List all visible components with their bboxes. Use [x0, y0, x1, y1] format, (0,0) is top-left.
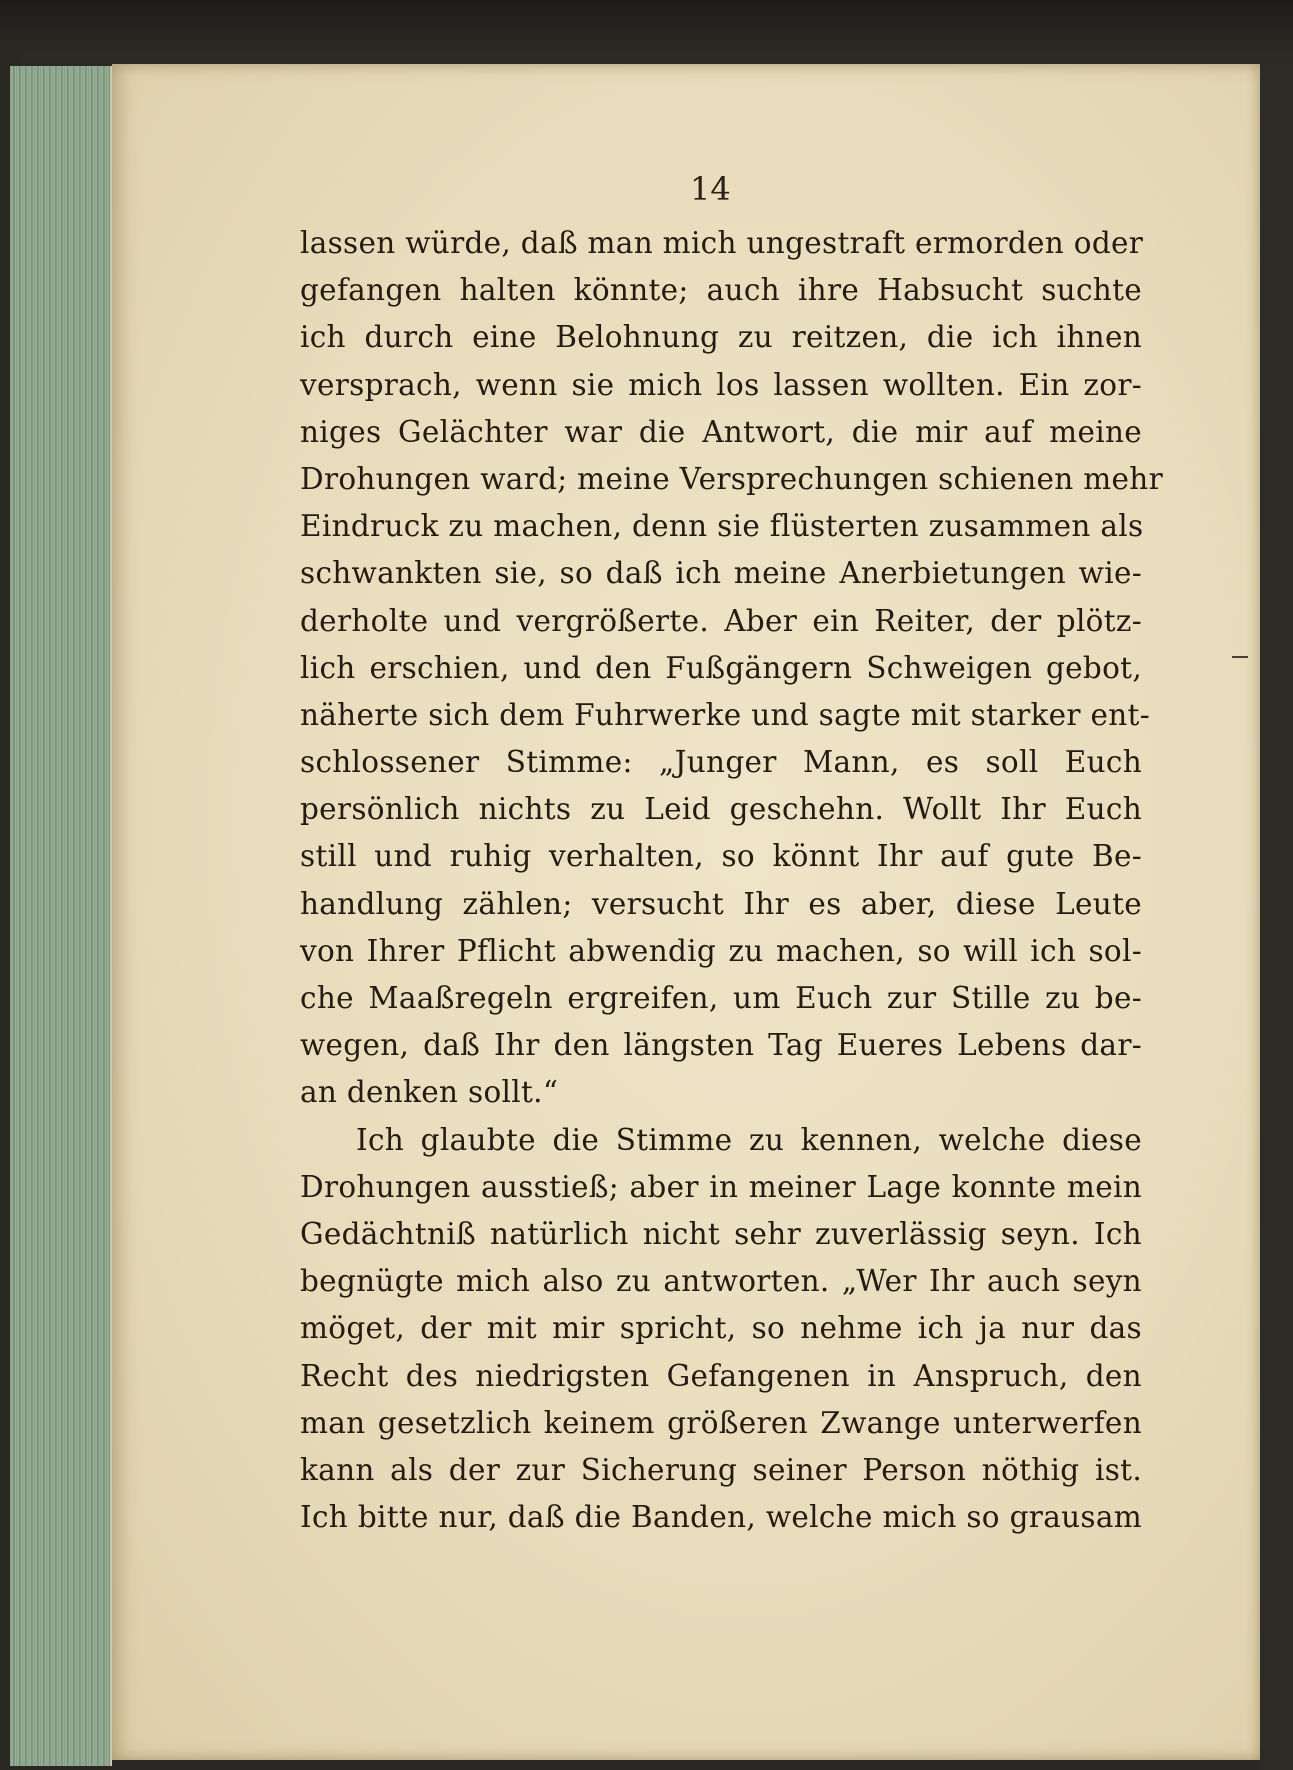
- text-line: Ich bitte nur, daß die Banden, welche mich so grausam: [300, 1500, 1142, 1535]
- scan-top-border: [0, 0, 1293, 62]
- text-line: handlung zählen; versucht Ihr es aber, diese Leute: [300, 886, 1142, 921]
- text-line: gefangen halten könnte; auch ihre Habsucht suchte: [300, 273, 1142, 308]
- text-line: Recht des niedrigsten Gefangenen in Anspruch, den: [300, 1358, 1142, 1393]
- text-line: Drohungen ausstieß; aber in meiner Lage konnte mein: [300, 1169, 1142, 1204]
- text-line: schlossener Stimme: „Junger Mann, es soll Euch: [300, 745, 1142, 780]
- text-line: Gedächtniß natürlich nicht sehr zuverlässig seyn. Ich: [300, 1216, 1142, 1251]
- book-page-edges: [10, 66, 112, 1766]
- text-line: möget, der mit mir spricht, so nehme ich ja nur das: [300, 1311, 1142, 1346]
- text-line: kann als der zur Sicherung seiner Person nöthig ist.: [300, 1452, 1142, 1487]
- paragraph-1: [300, 220, 1163, 1117]
- text-line: still und ruhig verhalten, so könnt Ihr auf gute Be-: [300, 839, 1142, 874]
- text-line: schwankten sie, so daß ich meine Anerbietungen wie-: [300, 556, 1142, 591]
- text-line: man gesetzlich keinem größeren Zwange unterwerfen: [300, 1405, 1142, 1440]
- text-line: persönlich nichts zu Leid geschehn. Wollt Ihr Euch: [300, 792, 1142, 827]
- text-line: wegen, daß Ihr den längsten Tag Eueres Lebens dar-: [300, 1028, 1142, 1063]
- text-line: von Ihrer Pflicht abwendig zu machen, so will ich sol-: [300, 933, 1142, 968]
- page-number: 14: [690, 170, 731, 208]
- text-line: lich erschien, und den Fußgängern Schweigen gebot,: [300, 650, 1142, 685]
- text-line: versprach, wenn sie mich los lassen wollten. Ein zor-: [300, 367, 1142, 402]
- scan-right-border: [1260, 64, 1293, 1770]
- margin-mark: [1232, 656, 1248, 658]
- text-line: lassen würde, daß man mich ungestraft ermorden oder: [300, 226, 1144, 260]
- text-line: näherte sich dem Fuhrwerke und sagte mit starker ent-: [300, 697, 1150, 732]
- text-line: derholte und vergrößerte. Aber ein Reiter, der plötz-: [300, 603, 1142, 638]
- page-text: [300, 220, 1163, 1541]
- text-line: Eindruck zu machen, denn sie flüsterten zusammen als: [300, 509, 1144, 544]
- text-line: Ich glaubte die Stimme zu kennen, welche diese: [356, 1122, 1142, 1157]
- text-line: an denken sollt.“: [300, 1075, 559, 1110]
- paragraph-2: [300, 1117, 1142, 1542]
- text-line: begnügte mich also zu antworten. „Wer Ihr auch seyn: [300, 1264, 1142, 1299]
- text-line: ich durch eine Belohnung zu reitzen, die ich ihnen: [300, 320, 1142, 355]
- text-line: Drohungen ward; meine Versprechungen schienen mehr: [300, 461, 1163, 496]
- text-line: che Maaßregeln ergreifen, um Euch zur Stille zu be-: [300, 981, 1142, 1015]
- text-line: niges Gelächter war die Antwort, die mir auf meine: [300, 414, 1142, 449]
